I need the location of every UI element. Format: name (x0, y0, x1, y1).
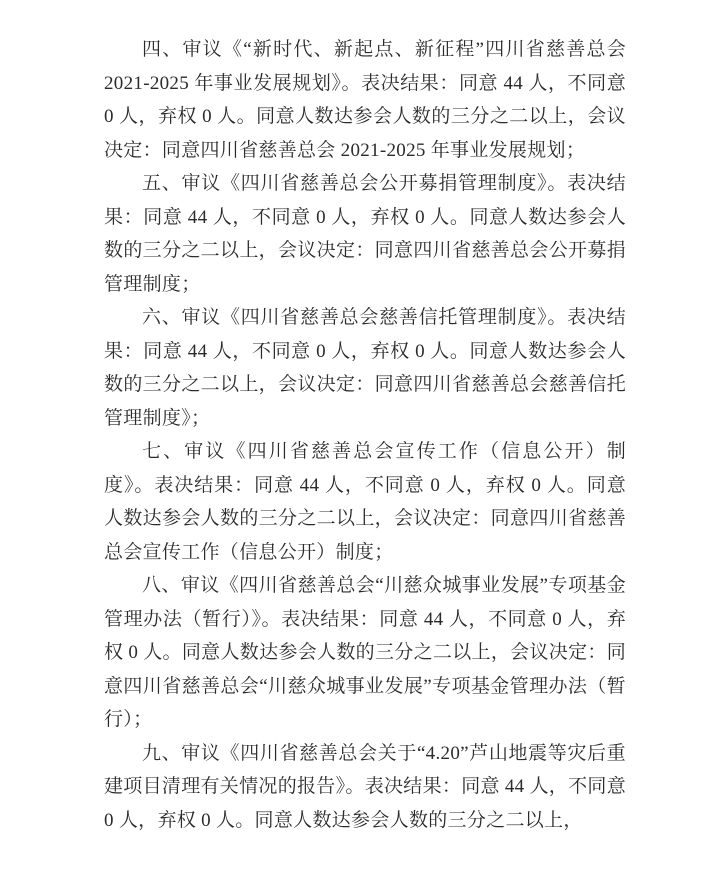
paragraph-item-7: 七、审议《四川省慈善总会宣传工作（信息公开）制度》。表决结果：同意 44 人，不同意 0 人，弃权 0 人。同意人数达参会人数的三分之二以上，会议决定：同意四川省慈善总会宣传工作（信息公开）制度； (104, 441, 626, 563)
paragraph-item-5: 五、审议《四川省慈善总会公开募捐管理制度》。表决结果：同意 44 人，不同意 0 人，弃权 0 人。同意人数达参会人数的三分之二以上，会议决定：同意四川省慈善总会公开募捐管理制度； (104, 173, 626, 295)
paragraph-item-9: 九、审议《四川省慈善总会关于“4.20”芦山地震等灾后重建项目清理有关情况的报告》。表决结果：同意 44 人，不同意 0 人，弃权 0 人。同意人数达参会人数的三分之二以上， (104, 742, 627, 831)
paragraph-item-6: 六、审议《四川省慈善总会慈善信托管理制度》。表决结果：同意 44 人，不同意 0 人，弃权 0 人。同意人数达参会人数的三分之二以上，会议决定：同意四川省慈善总会慈善信托管理制度》； (104, 307, 626, 429)
document-body (104, 33, 626, 837)
paragraph-item-4: 四、审议《“新时代、新起点、新征程”四川省慈善总会 2021-2025 年事业发展规划》。表决结果：同意 44 人，不同意 0 人，弃权 0 人。同意人数达参会人数的三分之二以上，会议决定：同意四川省慈善总会 2021-2025 年事业发展规划； (104, 39, 626, 161)
paragraph-item-8: 八、审议《四川省慈善总会“川慈众城事业发展”专项基金管理办法（暂行）》。表决结果：同意 44 人，不同意 0 人，弃权 0 人。同意人数达参会人数的三分之二以上，会议决定：同意四川省慈善总会“川慈众城事业发展”专项基金管理办法（暂行）； (104, 575, 626, 730)
